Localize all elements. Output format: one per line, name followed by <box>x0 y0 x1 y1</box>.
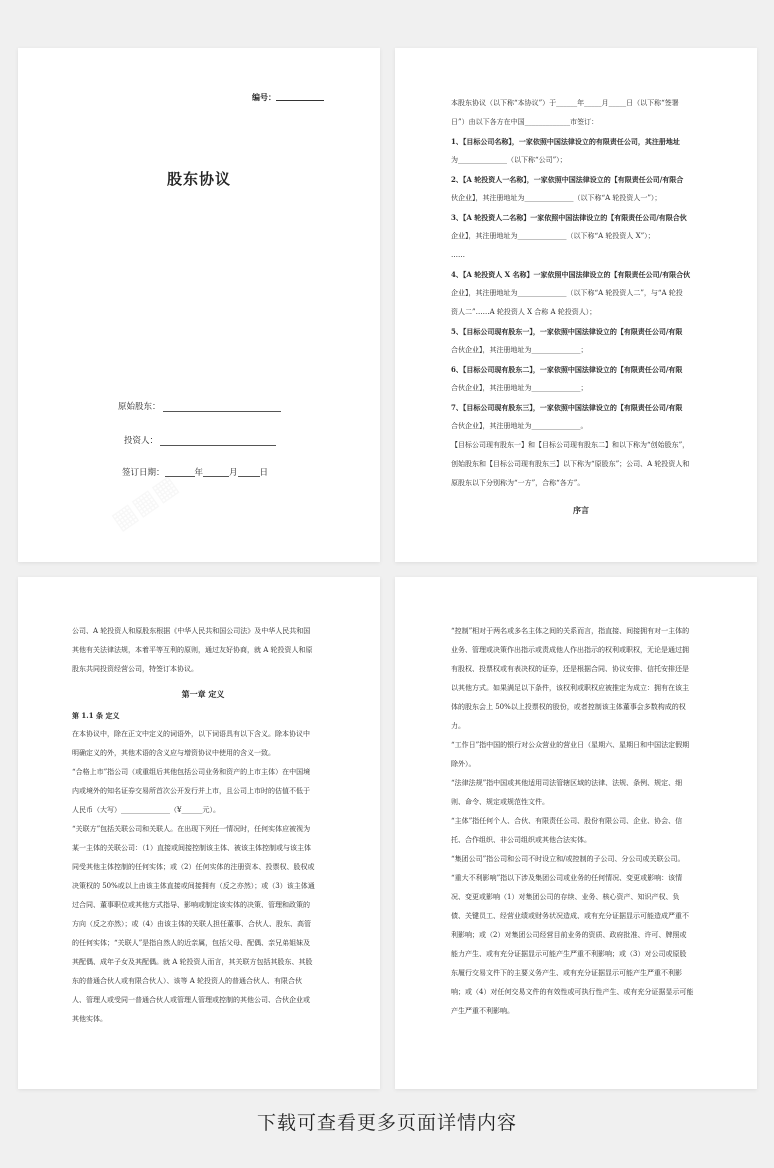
text-line: “重大不利影响”指以下涉及集团公司或业务的任何情况、变更或影响：该情 <box>451 874 683 882</box>
text-line: 方向（反之亦然）；或（4）由该主体的关联人担任董事、合伙人、股东、高管 <box>72 920 311 928</box>
document-page-cover <box>18 48 380 562</box>
contract-number-field <box>252 92 324 103</box>
text-line: 产生严重不利影响。 <box>451 1007 514 1015</box>
text-line: 力。 <box>451 722 465 730</box>
signing-date-label: 签订日期： <box>122 468 165 478</box>
text-line: “工作日”指中国的银行对公众营业的营业日（星期六、星期日和中国法定假期 <box>451 741 690 749</box>
text-line: 在本协议中，除在正文中定义的词语外，以下词语具有以下含义。除本协议中 <box>72 730 310 738</box>
text-line: 有股权、投票权或有表决权的证券，还是根据合同、协议安排、信托安排还是 <box>451 665 689 673</box>
document-page-parties <box>395 48 757 562</box>
text-line: “法律法规”指中国或其他适用司法管辖区域的法律、法规、条例、规定、细 <box>451 779 683 787</box>
text-line: 合伙企业】，其注册地址为______________。 <box>451 422 588 430</box>
original-shareholder-label: 原始股东： <box>118 402 161 412</box>
definitions-text <box>72 622 334 1029</box>
month-label: 月 <box>229 468 238 478</box>
investor-label: 投资人： <box>124 436 159 446</box>
party-line: 2、【A 轮投资人一名称】，一家依照中国法律设立的【有限责任公司/有限合 <box>451 175 684 184</box>
party-line: 1、【目标公司名称】，一家依照中国法律设立的有限责任公司，其注册地址 <box>451 137 680 146</box>
text-line: 同受其他主体控制的任何实体；或（2）任何实体的注册资本、投票权、股权或 <box>72 863 315 871</box>
text-line: 业务、管理或决策作出指示或责成他人作出指示的权利或职权，无论是通过拥 <box>451 646 689 654</box>
text-line: 股东共同投资经营公司，特签订本协议。 <box>72 665 198 673</box>
text-line: “集团公司”指公司和公司不时设立和/或控制的子公司、分公司或关联公司。 <box>451 855 685 863</box>
contract-number-blank <box>276 100 324 101</box>
year-label: 年 <box>194 468 204 478</box>
article-title: 第 1.1 条 定义 <box>72 711 120 720</box>
text-line: 东履行交易文件下的主要义务产生、或有充分证据显示可能产生严重不利影 <box>451 969 682 977</box>
chapter-title: 第一章 定义 <box>181 689 225 699</box>
text-line: 东的普通合伙人或有限合伙人）、该等 A 轮投资人的普通合伙人、有限合伙 <box>72 977 303 985</box>
investor-field <box>124 434 276 446</box>
download-more-caption: 下载可查看更多页面详情内容 <box>256 1112 517 1134</box>
original-shareholder-field <box>118 400 281 412</box>
definitions-cont-text <box>451 622 713 1021</box>
party-line: 3、【A 轮投资人二名称】一家依照中国法律设立的【有限责任公司/有限合伙 <box>451 213 687 222</box>
text-line: 人、管理人或受同一普通合伙人或管理人管理或控制的其他公司、合伙企业或 <box>72 996 310 1004</box>
text-line: “主体”指任何个人、合伙、有限责任公司、股份有限公司、企业、协会、信 <box>451 817 683 825</box>
signing-date-field <box>122 466 268 478</box>
preamble-title: 序言 <box>573 505 589 515</box>
text-line: 明确定义的外，其他术语的含义应与增资协议中使用的含义一致。 <box>72 749 275 757</box>
text-line: 决策权的 50%或以上由该主体直接或间接拥有（反之亦然）；或（3）该主体通 <box>72 882 315 890</box>
text-line: 体的股东会上 50%以上投票权的股份，或者控制该主体董事会多数构成的权 <box>451 703 686 711</box>
investor-blank <box>160 436 276 446</box>
text-line: 为______________（以下称“公司”）； <box>451 156 567 164</box>
text-line: 除外）。 <box>451 760 476 768</box>
text-line: …… <box>451 251 465 259</box>
text-line: 合伙企业】，其注册地址为______________； <box>451 384 588 392</box>
text-line: 其他实体。 <box>72 1015 107 1023</box>
party-line: 7、【目标公司现有股东三】，一家依照中国法律设立的【有限责任公司/有限 <box>451 403 683 412</box>
text-line: 的任何实体；“关联人”是指自然人的近亲属，包括父母、配偶、亲兄弟姐妹及 <box>72 939 311 947</box>
text-line: 过合同、董事职位或其他方式指导、影响或制定该实体的决策、管理和政策的 <box>72 901 310 909</box>
document-page-definitions <box>18 577 380 1089</box>
watermark <box>106 470 184 537</box>
party-line: 4、【A 轮投资人 X 名称】一家依照中国法律设立的【有限责任公司/有限合伙 <box>451 270 691 279</box>
text-line: 则、命令、规定或规范性文件。 <box>451 798 549 806</box>
text-line: 内或境外的知名证券交易所首次公开发行并上市，且公司上市时的估值不低于 <box>72 787 310 795</box>
text-line: 企业】，其注册地址为______________（以下称“A 轮投资人 X”）； <box>451 232 655 240</box>
party-line: 6、【目标公司现有股东二】，一家依照中国法律设立的【有限责任公司/有限 <box>451 365 683 374</box>
document-page-definitions-cont <box>395 577 757 1089</box>
text-line: 伙企业】，其注册地址为______________（以下称“A 轮投资人一”）； <box>451 194 662 202</box>
text-line: “合格上市”指公司（或重组后其他包括公司业务和资产的上市主体）在中国境 <box>72 768 311 776</box>
text-line: 企业】，其注册地址为______________（以下称“A 轮投资人二”，与“A 轮投 <box>451 289 683 297</box>
text-line: 托、合作组织、非公司组织或其他合法实体。 <box>451 836 591 844</box>
text-line: 日”）由以下各方在中国_____________市签订： <box>451 118 599 126</box>
text-line: 公司、A 轮投资人和原股东根据《中华人民共和国公司法》及中华人民共和国 <box>72 627 311 635</box>
month-blank <box>203 467 229 477</box>
text-line: “控制”相对于两名或多名主体之间的关系而言，指直接、间接拥有对一主体的 <box>451 627 690 635</box>
original-shareholder-blank <box>163 402 281 412</box>
text-line: 人民币（大写）______________（¥______元）。 <box>72 806 220 814</box>
party-line: 5、【目标公司现有股东一】，一家依照中国法律设立的【有限责任公司/有限 <box>451 327 683 336</box>
text-line: 创始股东和【目标公司现有股东三】以下称为“原股东”；公司、A 轮投资人和 <box>451 460 690 468</box>
text-line: “关联方”包括关联公司和关联人。在出现下列任一情况时，任何实体应被视为 <box>72 825 311 833</box>
contract-number-label: 编号： <box>252 92 276 102</box>
text-line: 响；或（4）对任何交易文件的有效性或可执行性产生、或有充分证据显示可能 <box>451 988 694 996</box>
text-line: 合伙企业】，其注册地址为______________； <box>451 346 588 354</box>
text-line: 原股东以下分别称为“一方”，合称“各方”。 <box>451 479 585 487</box>
text-line: 其他有关法律法规，本着平等互利的原则，通过友好协商，就 A 轮投资人和原 <box>72 646 313 654</box>
parties-text <box>451 94 711 522</box>
day-label: 日 <box>259 468 269 478</box>
text-line: 以其他方式。如果满足以下条件，该权利或职权应被推定为成立：拥有在该主 <box>451 684 689 692</box>
text-line: 能力产生、或有充分证据显示可能产生严重不利影响；或（3）对公司或原股 <box>451 950 687 958</box>
text-line: 利影响；或（2）对集团公司经营目前业务的资质、政府批准、许可、牌照或 <box>451 931 687 939</box>
text-line: 况、变更或影响（1）对集团公司的存续、业务、核心资产、知识产权、负 <box>451 893 680 901</box>
day-blank <box>238 467 260 477</box>
text-line: 资人二”……A 轮投资人 X 合称 A 轮投资人）； <box>451 308 597 316</box>
text-line: 其配偶、成年子女及其配偶。就 A 轮投资人而言，其关联方包括其股东、其股 <box>72 958 313 966</box>
text-line: 债、关键员工、经营业绩或财务状况造成、或有充分证据显示可能造成严重不 <box>451 912 689 920</box>
text-line: 【目标公司现有股东一】和【目标公司现有股东二】和以下称为“创始股东”， <box>451 441 690 449</box>
text-line: 某一主体的关联公司：（1）直接或间接控制该主体、被该主体控制或与该主体 <box>72 844 311 852</box>
text-line: 本股东协议（以下称“本协议”）于______年_____月_____日（以下称“签署 <box>451 99 679 107</box>
document-title: 股东协议 <box>166 170 231 188</box>
